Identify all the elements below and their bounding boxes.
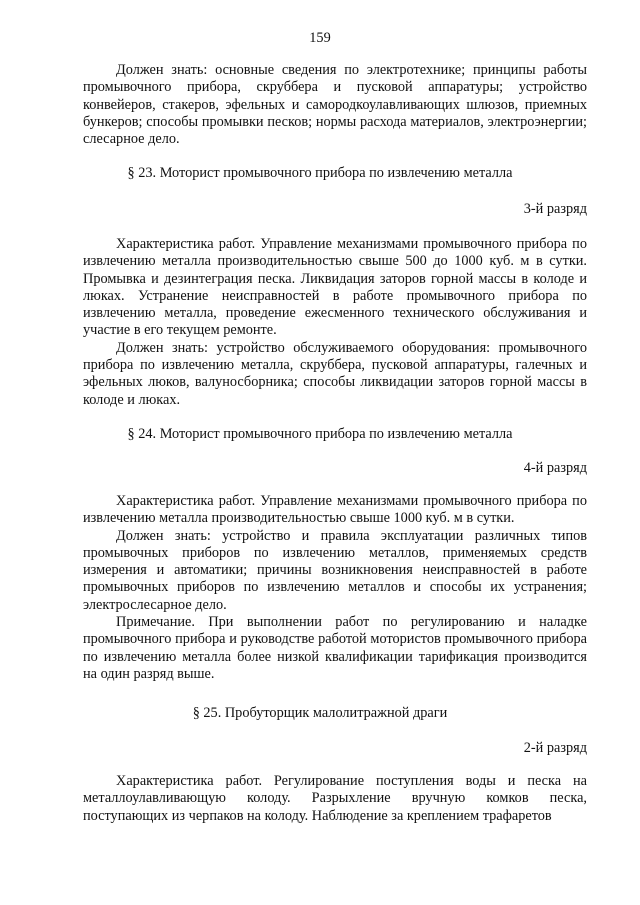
grade-label-23: 3-й разряд [523,201,587,217]
section-23-body [83,236,587,409]
section-heading-23: § 23. Моторист промывочного прибора по извлечению металла [127,165,513,181]
top-paragraph-block [83,62,587,148]
paragraph: Характеристика работ. Управление механизмами промывочного прибора по извлечению металла производительностью свыше 500 до 1000 куб. м в сутки. Промывка и дезинтеграция песка. Ликвидация заторов горной массы в колоде и люках. Устранение неисправностей в работе промывочного прибора по извлечению металла, проведение ежесменного технического обслуживания и участие в его текущем ремонте. [83,236,587,339]
section-25-body [83,773,587,825]
paragraph: Характеристика работ. Регулирование поступления воды и песка на металлоулавливающую колоду. Разрыхление вручную комков песка, поступающих из черпаков на колоду. Наблюдение за креплением трафаретов [83,773,587,824]
paragraph: Примечание. При выполнении работ по регулированию и наладке промывочного прибора и руководстве работой мотористов промывочного прибора по извлечению металла более низкой квалификации тарификация производится на один разряд выше. [83,614,587,682]
page-number: 159 [309,30,331,46]
paragraph: Должен знать: устройство обслуживаемого оборудования: промывочного прибора по извлечению металла, скруббера, пусковой аппаратуры, галечных и эфельных люков, валуносборника; способы ликвидации заторов горной массы в колоде и люках. [83,339,587,408]
section-heading-25: § 25. Пробуторщик малолитражной драги [192,705,448,721]
paragraph: Должен знать: устройство и правила эксплуатации различных типов промывочных приборов по извлечению металлов, применяемых средств измерения и автоматики; причины возникновения неисправностей в работе промывочных приборов по извлечению металлов и способы их устранения; электрослесарное дело. [83,527,587,613]
grade-label-24: 4-й разряд [523,460,587,476]
section-heading-24: § 24. Моторист промывочного прибора по извлечению металла [127,426,513,442]
grade-label-25: 2-й разряд [523,740,587,756]
paragraph: Должен знать: основные сведения по электротехнике; принципы работы промывочного прибора, скруббера и пусковой аппаратуры; устройство конвейеров, стакеров, эфельных и самородкоулавливающих шлюзов, приемных бункеров; способы промывки песков; нормы расхода материалов, электроэнергии; слесарное дело. [83,62,587,148]
section-24-body [83,493,587,683]
paragraph: Характеристика работ. Управление механизмами промывочного прибора по извлечению металла производительностью свыше 1000 куб. м в сутки. [83,493,587,527]
